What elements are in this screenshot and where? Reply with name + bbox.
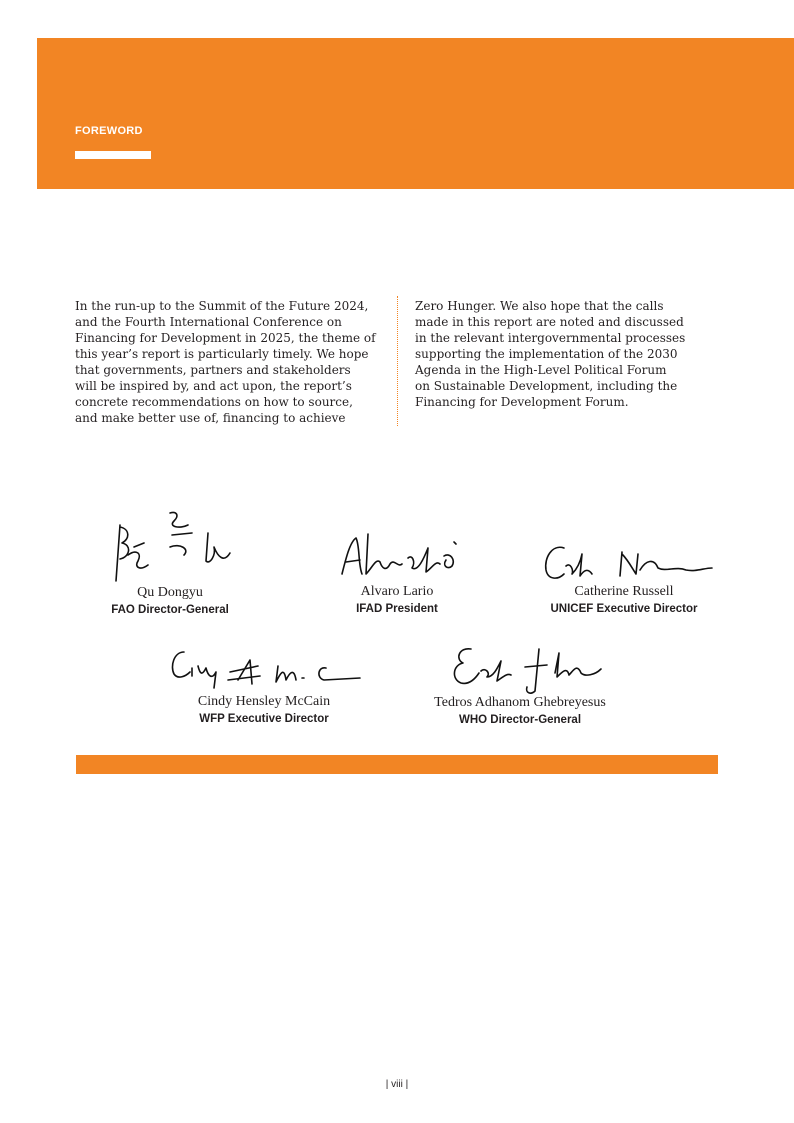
header-band	[37, 38, 794, 189]
signatory-name: Tedros Adhanom Ghebreyesus	[434, 695, 606, 710]
signature-block-alvaro-lario	[318, 528, 476, 616]
signature-block-catherine-russell	[535, 540, 713, 616]
footer-band	[76, 755, 718, 774]
handwritten-signature-catherine-russell	[536, 540, 712, 584]
column-divider	[397, 296, 398, 426]
handwritten-signature-alvaro-lario	[332, 528, 462, 584]
signatory-title: UNICEF Executive Director	[550, 603, 698, 615]
handwritten-signature-qu-dongyu	[100, 505, 240, 585]
signatory-title: IFAD President	[356, 603, 438, 615]
signatory-title: WFP Executive Director	[199, 713, 329, 725]
foreword-text-left-column: In the run-up to the Summit of the Future 2024, and the Fourth International Conference on Financing for Development in 2025, the theme of this year’s report is particularly timely. We hope that governments, partners and stakeholders will be inspired by, and act upon, the report’s concrete recommendations on how to source, and make better use of, financing to achieve	[75, 299, 376, 425]
signatory-name: Catherine Russell	[574, 584, 674, 599]
signatory-title: FAO Director-General	[111, 604, 229, 616]
section-label-underline	[75, 151, 151, 159]
handwritten-signature-cindy-mccain	[166, 646, 362, 694]
signatory-name: Cindy Hensley McCain	[197, 694, 331, 709]
signature-block-cindy-mccain	[165, 646, 363, 726]
foreword-text-right-column: Zero Hunger. We also hope that the calls made in this report are noted and discussed in the relevant intergovernmental processes supporting the implementation of the 2030 Agenda in the High-Level Political Forum on Sustainable Development, including the Financing for Development Forum.	[415, 299, 686, 409]
handwritten-signature-tedros-ghebreyesus	[435, 643, 605, 695]
signatory-name: Qu Dongyu	[137, 585, 203, 600]
signature-block-tedros-ghebreyesus	[420, 643, 620, 727]
signatory-name: Alvaro Lario	[360, 584, 434, 599]
signatory-title: WHO Director-General	[458, 714, 582, 726]
signature-block-qu-dongyu	[90, 505, 250, 617]
section-label: FOREWORD	[75, 125, 143, 137]
page-number: | viii |	[385, 1079, 409, 1090]
